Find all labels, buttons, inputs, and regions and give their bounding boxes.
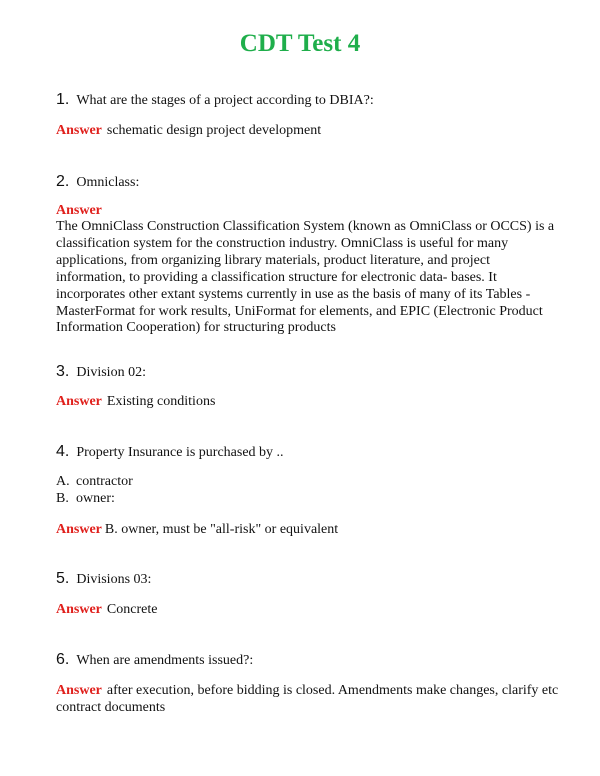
question-text: Divisions 03:: [76, 572, 152, 587]
answer-text: The OmniClass Construction Classification System (known as OmniClass or OCCS) is a classification system for the construction industry. OmniClass is useful for many applications, from organizing library materials, product literature, and project information, to providing a classification structure for electronic data- bases. It incorporates other extant systems currently in use as the basis of many of its Tables - MasterFormat for work results, UniFormat for elements, and EPIC (Electronic Product Information Cooperation) for structuring products: [56, 219, 555, 336]
question-text: Omniclass:: [76, 175, 140, 190]
answer-1: [56, 122, 321, 139]
question-number: 1.: [56, 91, 70, 108]
option-text: owner:: [76, 491, 115, 506]
question-text: When are amendments issued?:: [76, 653, 254, 668]
answer-text: after execution, before bidding is closed. Amendments make changes, clarify etc: [106, 683, 559, 698]
question-1: [56, 91, 374, 109]
answer-label: Answer: [56, 522, 102, 537]
answer-text: schematic design project development: [106, 123, 322, 138]
option-a: [56, 473, 133, 490]
answer-text: B. owner, must be "all-risk" or equivalent: [104, 522, 339, 537]
question-text: What are the stages of a project according to DBIA?:: [76, 93, 374, 108]
answer-label: Answer: [56, 602, 102, 617]
question-4: [56, 443, 284, 461]
option-letter: A.: [56, 474, 70, 489]
question-2: [56, 173, 139, 191]
answer-label: Answer: [56, 123, 102, 138]
answer-label: Answer: [56, 683, 102, 698]
answer-6: [56, 682, 558, 699]
option-text: contractor: [76, 474, 133, 489]
option-b: [56, 490, 115, 507]
answer-label: Answer: [56, 203, 102, 218]
answer-6-continued: [56, 699, 165, 716]
answer-5: [56, 601, 157, 618]
answer-text: Concrete: [106, 602, 158, 617]
answer-text: Existing conditions: [106, 394, 216, 409]
answer-2: [56, 203, 556, 337]
question-number: 3.: [56, 363, 70, 380]
question-number: 4.: [56, 443, 70, 460]
question-number: 6.: [56, 651, 70, 668]
question-number: 5.: [56, 570, 70, 587]
option-letter: B.: [56, 491, 69, 506]
answer-text: contract documents: [56, 700, 166, 715]
question-5: [56, 570, 151, 588]
question-text: Property Insurance is purchased by ..: [76, 445, 284, 460]
page-title: CDT Test 4: [239, 30, 361, 57]
answer-label: Answer: [56, 394, 102, 409]
answer-3: [56, 393, 215, 410]
question-3: [56, 363, 146, 381]
question-6: [56, 651, 253, 669]
question-number: 2.: [56, 173, 70, 190]
question-text: Division 02:: [76, 365, 146, 380]
answer-4: [56, 521, 338, 538]
